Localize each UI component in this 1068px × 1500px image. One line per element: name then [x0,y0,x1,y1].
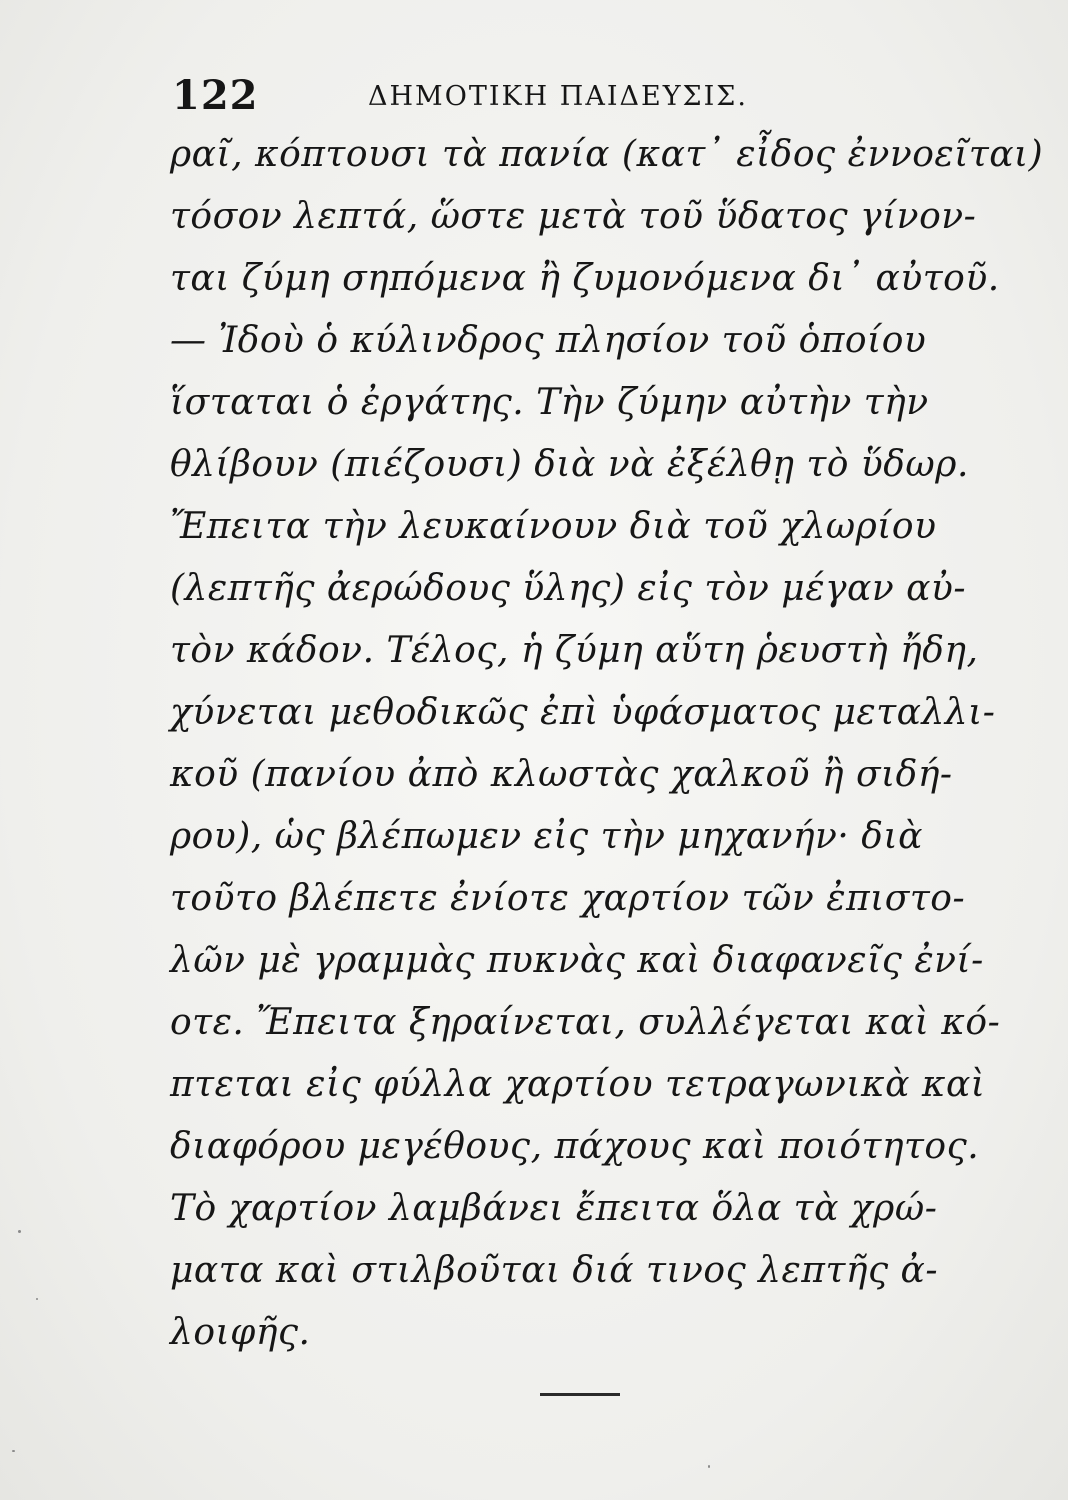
paper-speck [36,1298,38,1300]
text-line: λοιφῆς. [170,1312,311,1353]
text-line: Τὸ χαρτίον λαμβάνει ἔπειτα ὅλα τὰ χρώ- [170,1188,938,1229]
text-line: τόσον λεπτά, ὥστε μετὰ τοῦ ὕδατος γίνον- [170,196,977,237]
page-number: 122 [172,72,259,119]
text-line: κοῦ (πανίου ἀπὸ κλωστὰς χαλκοῦ ἢ σιδή- [170,754,953,795]
running-title: ΔΗΜΟΤΙΚΗ ΠΑΙΔΕΥΣΙΣ. [368,81,748,112]
text-line: ραῖ, κόπτουσι τὰ πανία (κατ᾽ εἶδος ἐννοεῖται) [170,134,1044,175]
text-line: θλίβουν (πιέζουσι) διὰ νὰ ἐξέλθῃ τὸ ὕδωρ. [170,444,969,485]
page-header [172,72,792,122]
text-line: ματα καὶ στιλβοῦται διά τινος λεπτῆς ἀ- [170,1250,939,1291]
text-line: χύνεται μεθοδικῶς ἐπὶ ὑφάσματος μεταλλι- [170,692,996,733]
text-line: οτε. Ἔπειτα ξηραίνεται, συλλέγεται καὶ κό- [170,1002,1001,1043]
text-line: λῶν μὲ γραμμὰς πυκνὰς καὶ διαφανεῖς ἐνί- [170,940,984,981]
text-line: ται ζύμη σηπόμενα ἢ ζυμονόμενα δι᾽ αὐτοῦ. [170,258,1000,299]
text-line: — Ἰδοὺ ὁ κύλινδρος πλησίον τοῦ ὁποίου [170,320,927,361]
text-line: διαφόρου μεγέθους, πάχους καὶ ποιότητος. [170,1126,980,1167]
paper-speck [12,1450,15,1452]
text-line: ρου), ὡς βλέπωμεν εἰς τὴν μηχανήν· διὰ [170,816,923,857]
paper-speck [708,1465,710,1468]
paper-speck [18,1230,21,1233]
text-line: τὸν κάδον. Τέλος, ἡ ζύμη αὕτη ῥευστὴ ἤδη, [170,630,979,671]
text-line: ἵσταται ὁ ἐργάτης. Τὴν ζύμην αὐτὴν τὴν [170,382,929,423]
text-line: (λεπτῆς ἀερώδους ὕλης) εἰς τὸν μέγαν αὐ- [170,568,967,609]
text-line: πτεται εἰς φύλλα χαρτίου τετραγωνικὰ καὶ [170,1064,986,1105]
text-line: Ἔπειτα τὴν λευκαίνουν διὰ τοῦ χλωρίου [170,506,937,547]
section-end-rule [540,1393,620,1396]
text-line: τοῦτο βλέπετε ἐνίοτε χαρτίον τῶν ἐπιστο- [170,878,966,919]
